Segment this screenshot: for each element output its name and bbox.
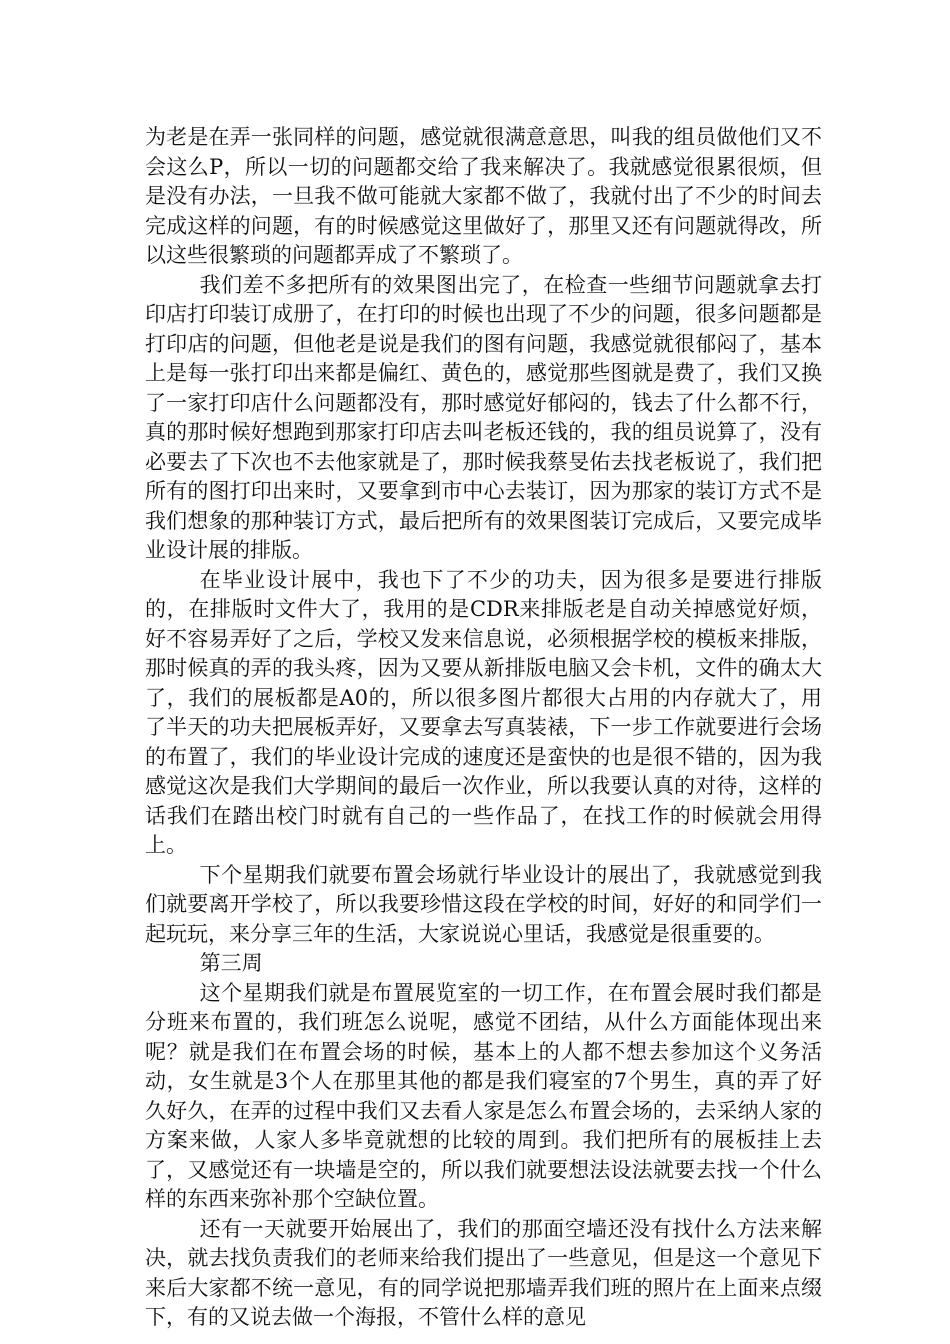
paragraph-2: 我们差不多把所有的效果图出完了，在检查一些细节问题就拿去打印店打印装订成册了，在打印的时候也出现了不少的问题，很多问题都是打印店的问题，但他老是说是我们的图有问题，我感觉就很郁闷了，基本上是每一张打印出来都是偏红、黄色的，感觉那些图就是费了，我们又换了一家打印店什么问题都没有，那时感觉好郁闷的，钱去了什么都不行，真的那时候好想跑到那家打印店去叫老板还钱的，我的组员说算了，没有必要去了下次也不去他家就是了，那时候我蔡旻佑去找老板说了，我们把所有的图打印出来时，又要拿到市中心去装订，因为那家的装订方式不是我们想象的那种装订方式，最后把所有的效果图装订完成后，又要完成毕业设计展的排版。 xyxy=(145,272,822,562)
paragraph-3: 在毕业设计展中，我也下了不少的功夫，因为很多是要进行排版的，在排版时文件大了，我用的是CDR来排版老是自动关掉感觉好烦，好不容易弄好了之后，学校又发来信息说，必须根据学校的模板来排版，那时候真的弄的我头疼，因为又要从新排版电脑又会卡机，文件的确太大了，我们的展板都是A0的，所以很多图片都很大占用的内存就大了，用了半天的功夫把展板弄好，又要拿去写真装裱，下一步工作就要进行会场的布置了，我们的毕业设计完成的速度还是蛮快的也是很不错的，因为我感觉这次是我们大学期间的最后一次作业，所以我要认真的对待，这样的话我们在踏出校门时就有自己的一些作品了，在找工作的时候就会用得上。 xyxy=(145,567,822,857)
paragraph-4: 下个星期我们就要布置会场就行毕业设计的展出了，我就感觉到我们就要离开学校了，所以我要珍惜这段在学校的时间，好好的和同学们一起玩玩，来分享三年的生活，大家说说心里话，我感觉是很重要的。 xyxy=(145,862,822,946)
paragraph-5: 这个星期我们就是布置展览室的一切工作，在布置会展时我们都是分班来布置的，我们班怎么说呢，感觉不团结，从什么方面能体现出来呢？就是我们在布置会场的时候，基本上的人都不想去参加这个义务活动，女生就是3个人在那里其他的都是我们寝室的7个男生，真的弄了好久好久，在弄的过程中我们又去看人家是怎么布置会场的，去采纳人家的方案来做，人家人多毕竟就想的比较的周到。我们把所有的展板挂上去了，又感觉还有一块墙是空的，所以我们就要想法设法就要去找一个什么样的东西来弥补那个空缺位置。 xyxy=(145,980,822,1211)
section-heading-week-3: 第三周 xyxy=(199,951,263,975)
paragraph-6: 还有一天就要开始展出了，我们的那面空墙还没有找什么方法来解决，就去找负责我们的老师来给我们提出了一些意见，但是这一个意见下来后大家都不统一意见，有的同学说把那墙弄我们班的照片在上面来点缀下，有的又说去做一个海报，不管什么样的意见 xyxy=(145,1216,822,1329)
document-page xyxy=(145,123,822,1333)
paragraph-1: 为老是在弄一张同样的问题，感觉就很满意意思，叫我的组员做他们又不会这么P，所以一切的问题都交给了我来解决了。我就感觉很累很烦，但是没有办法，一旦我不做可能就大家都不做了，我就付出了不少的时间去完成这样的问题，有的时候感觉这里做好了，那里又还有问题就得改，所以这些很繁琐的问题都弄成了不繁琐了。 xyxy=(145,125,822,267)
